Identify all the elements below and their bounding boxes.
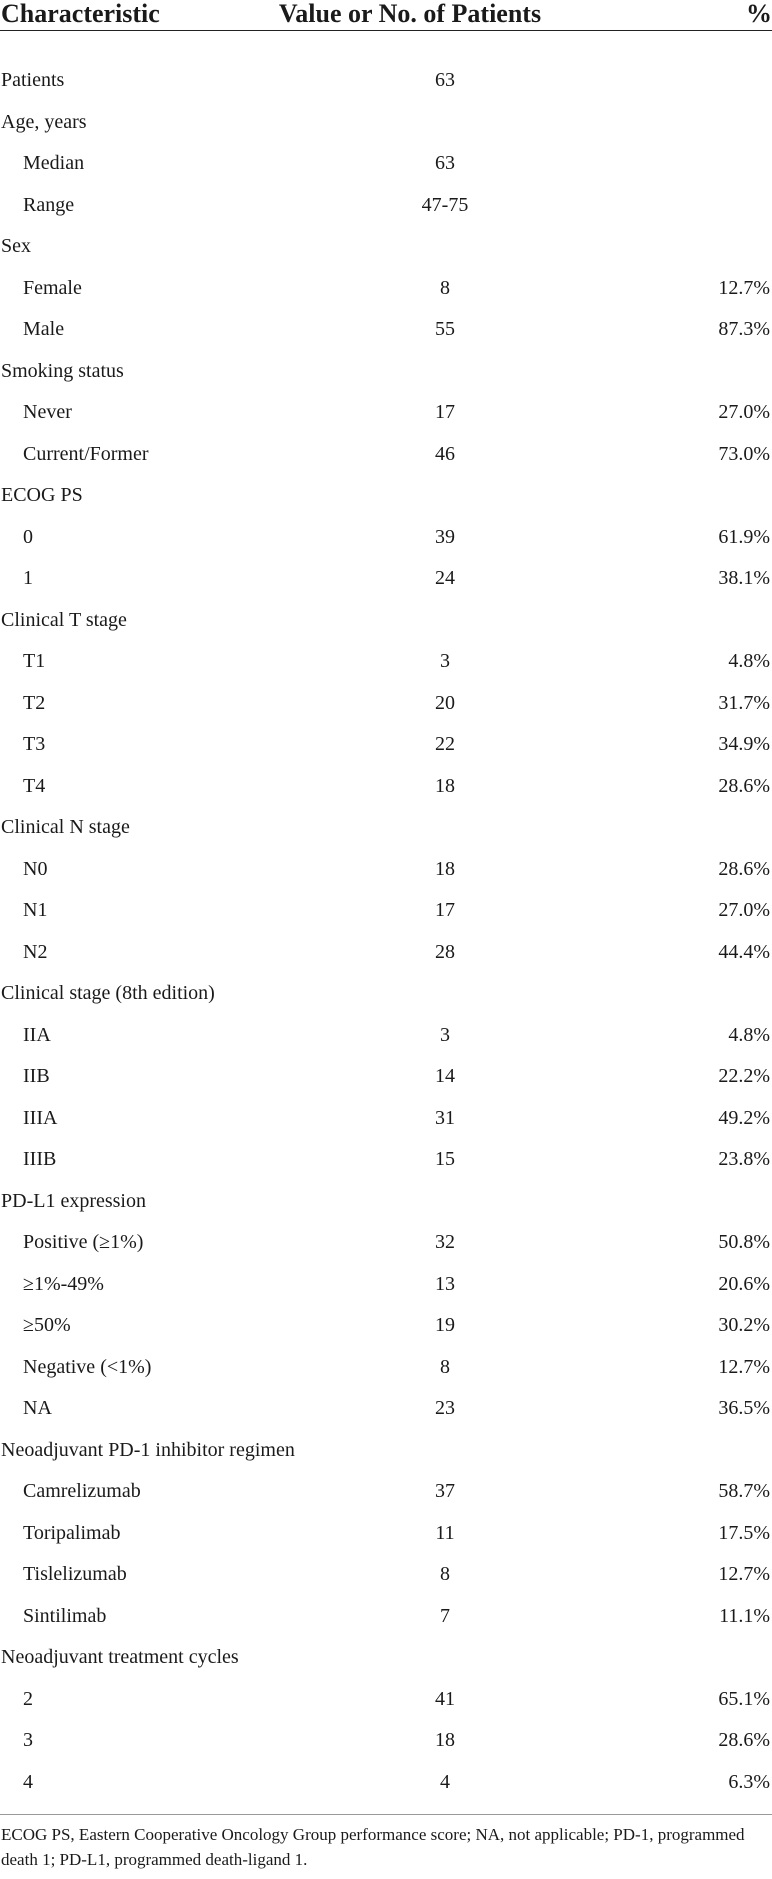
table-row-group xyxy=(0,60,772,102)
row-label: 3 xyxy=(23,1729,33,1751)
row-value: 37 xyxy=(435,1480,455,1502)
table-row-sub xyxy=(0,1347,772,1389)
table-row-sub xyxy=(0,1056,772,1098)
row-percent: 12.7% xyxy=(718,276,770,299)
header-value-label: Value or No. of Patients xyxy=(278,0,542,28)
table-row-sub xyxy=(0,1139,772,1181)
row-value: 20 xyxy=(435,691,455,714)
row-value: 18 xyxy=(435,857,455,880)
row-label: Sintilimab xyxy=(23,1604,107,1627)
table-row-group xyxy=(0,226,772,268)
table-row-group xyxy=(0,807,772,849)
row-label: T3 xyxy=(23,733,46,755)
table-row-sub xyxy=(0,1098,772,1140)
row-label: N1 xyxy=(23,899,48,921)
table-row-sub xyxy=(0,558,772,600)
row-percent: 50.8% xyxy=(718,1231,770,1253)
table-row-sub xyxy=(0,1720,772,1762)
row-percent: 87.3% xyxy=(718,318,770,340)
row-label: ≥1%-49% xyxy=(23,1272,104,1295)
row-value: 47-75 xyxy=(421,193,469,216)
row-label: Smoking status xyxy=(1,359,124,382)
row-label: Current/Former xyxy=(23,442,149,465)
table-row-sub xyxy=(0,1762,772,1804)
row-label: ≥50% xyxy=(23,1314,71,1336)
table-row-sub xyxy=(0,932,772,974)
row-value: 4 xyxy=(440,1770,450,1793)
table-row-group xyxy=(0,1181,772,1223)
row-label: 1 xyxy=(23,567,33,589)
table-row-sub xyxy=(0,641,772,683)
row-value: 23 xyxy=(435,1397,455,1419)
row-percent: 44.4% xyxy=(718,940,770,963)
row-value: 13 xyxy=(435,1272,455,1295)
row-label: Range xyxy=(23,193,75,216)
row-value: 3 xyxy=(440,1023,450,1046)
table-row-group xyxy=(0,973,772,1015)
row-label: IIA xyxy=(23,1023,51,1046)
row-label: Sex xyxy=(1,235,31,257)
row-label: Negative (<1%) xyxy=(23,1355,152,1378)
table-row-sub xyxy=(0,1554,772,1596)
table-row-sub xyxy=(0,1264,772,1306)
row-label: Male xyxy=(23,318,65,340)
table-row-sub xyxy=(0,268,772,310)
row-value: 11 xyxy=(435,1521,455,1544)
table-row-sub xyxy=(0,143,772,185)
table-row-sub xyxy=(0,849,772,891)
row-value: 14 xyxy=(435,1065,455,1087)
header-percent: % xyxy=(746,0,772,28)
row-value: 8 xyxy=(440,276,450,299)
table-row-sub xyxy=(0,1596,772,1638)
row-label: N2 xyxy=(23,940,48,963)
row-value: 55 xyxy=(435,318,455,340)
table-row-group xyxy=(0,600,772,642)
row-percent: 31.7% xyxy=(718,691,770,714)
table-row-sub xyxy=(0,1388,772,1430)
row-label: Toripalimab xyxy=(23,1521,121,1544)
row-label: Camrelizumab xyxy=(23,1480,141,1502)
row-percent: 17.5% xyxy=(718,1521,770,1544)
row-label: T4 xyxy=(23,774,46,797)
row-label: Positive (≥1%) xyxy=(23,1231,144,1253)
row-percent: 28.6% xyxy=(718,774,770,797)
table-row-sub xyxy=(0,517,772,559)
row-label: Median xyxy=(23,152,85,174)
row-percent: 27.0% xyxy=(718,401,770,423)
row-label: T2 xyxy=(23,691,46,714)
table-row-sub xyxy=(0,683,772,725)
row-percent: 22.2% xyxy=(718,1065,770,1087)
row-percent: 30.2% xyxy=(718,1314,770,1336)
table-row-sub xyxy=(0,766,772,808)
row-percent: 36.5% xyxy=(718,1397,770,1419)
row-label: Age, years xyxy=(1,110,87,133)
table-row-sub xyxy=(0,309,772,351)
table-row-group xyxy=(0,102,772,144)
row-label: Tislelizumab xyxy=(23,1563,127,1585)
row-value: 24 xyxy=(435,567,455,589)
row-label: 4 xyxy=(23,1770,33,1793)
row-percent: 28.6% xyxy=(718,857,770,880)
row-percent: 23.8% xyxy=(718,1148,770,1170)
row-value: 15 xyxy=(435,1148,455,1170)
row-label: Neoadjuvant treatment cycles xyxy=(1,1646,239,1668)
row-percent: 49.2% xyxy=(718,1106,770,1129)
table-row-group xyxy=(0,1430,772,1472)
row-value: 22 xyxy=(435,733,455,755)
row-percent: 28.6% xyxy=(718,1729,770,1751)
table-row-sub xyxy=(0,1513,772,1555)
table-bottom-rule xyxy=(0,1814,772,1815)
row-value: 63 xyxy=(435,69,455,91)
row-percent: 12.7% xyxy=(718,1563,770,1585)
row-label: IIIB xyxy=(23,1148,57,1170)
table-row-sub xyxy=(0,1471,772,1513)
row-label: Clinical N stage xyxy=(1,816,130,838)
row-percent: 73.0% xyxy=(718,442,770,465)
row-label: Never xyxy=(23,401,72,423)
row-value: 19 xyxy=(435,1314,455,1336)
row-percent: 6.3% xyxy=(728,1770,770,1793)
table-footnote: ECOG PS, Eastern Cooperative Oncology Group performance score; NA, not applicable; PD-1, programmed death 1; PD-L1, programmed death-ligand 1. xyxy=(1,1825,745,1869)
row-value: 17 xyxy=(435,401,455,423)
table-row-group xyxy=(0,1637,772,1679)
row-label: Female xyxy=(23,276,82,299)
row-percent: 20.6% xyxy=(718,1272,770,1295)
row-value: 46 xyxy=(435,442,455,465)
row-percent: 38.1% xyxy=(718,567,770,589)
table-row-sub xyxy=(0,1305,772,1347)
row-value: 41 xyxy=(435,1687,455,1710)
row-percent: 27.0% xyxy=(718,899,770,921)
row-label: 2 xyxy=(23,1687,33,1710)
table-row-sub xyxy=(0,392,772,434)
row-value: 8 xyxy=(440,1563,450,1585)
row-value: 39 xyxy=(435,525,455,548)
row-label: IIIA xyxy=(23,1106,58,1129)
table-body xyxy=(0,31,772,1803)
row-label: IIB xyxy=(23,1065,50,1087)
row-value: 7 xyxy=(440,1604,450,1627)
table-row-sub xyxy=(0,185,772,227)
row-value: 18 xyxy=(435,1729,455,1751)
table-row-group xyxy=(0,351,772,393)
row-value: 63 xyxy=(435,152,455,174)
row-percent: 61.9% xyxy=(718,525,770,548)
table-row-sub xyxy=(0,890,772,932)
row-label: NA xyxy=(23,1397,52,1419)
row-percent: 34.9% xyxy=(718,733,770,755)
row-label: T1 xyxy=(23,650,46,672)
row-label: N0 xyxy=(23,857,48,880)
table-row-sub xyxy=(0,434,772,476)
row-label: ECOG PS xyxy=(1,484,83,506)
row-label: Clinical T stage xyxy=(1,608,127,631)
row-percent: 4.8% xyxy=(728,1023,770,1046)
row-value: 28 xyxy=(435,940,455,963)
row-value: 31 xyxy=(435,1106,455,1129)
row-percent: 12.7% xyxy=(718,1355,770,1378)
row-label: Patients xyxy=(1,69,65,91)
row-value: 8 xyxy=(440,1355,450,1378)
table-row-sub xyxy=(0,1222,772,1264)
row-value: 17 xyxy=(435,899,455,921)
row-value: 32 xyxy=(435,1231,455,1253)
table-row-sub xyxy=(0,1015,772,1057)
row-percent: 4.8% xyxy=(728,650,770,672)
table-row-sub xyxy=(0,724,772,766)
row-value: 3 xyxy=(440,650,450,672)
header-characteristic: Characteristic xyxy=(1,0,160,28)
row-label: Clinical stage (8th edition) xyxy=(1,982,215,1004)
row-percent: 58.7% xyxy=(718,1480,770,1502)
row-label: 0 xyxy=(23,525,33,548)
row-label: PD-L1 expression xyxy=(1,1189,146,1212)
table-row-group xyxy=(0,475,772,517)
table-row-sub xyxy=(0,1679,772,1721)
row-percent: 11.1% xyxy=(719,1604,770,1627)
table-header xyxy=(0,0,772,31)
row-value: 18 xyxy=(435,774,455,797)
row-label: Neoadjuvant PD-1 inhibitor regimen xyxy=(1,1438,295,1461)
row-percent: 65.1% xyxy=(718,1687,770,1710)
